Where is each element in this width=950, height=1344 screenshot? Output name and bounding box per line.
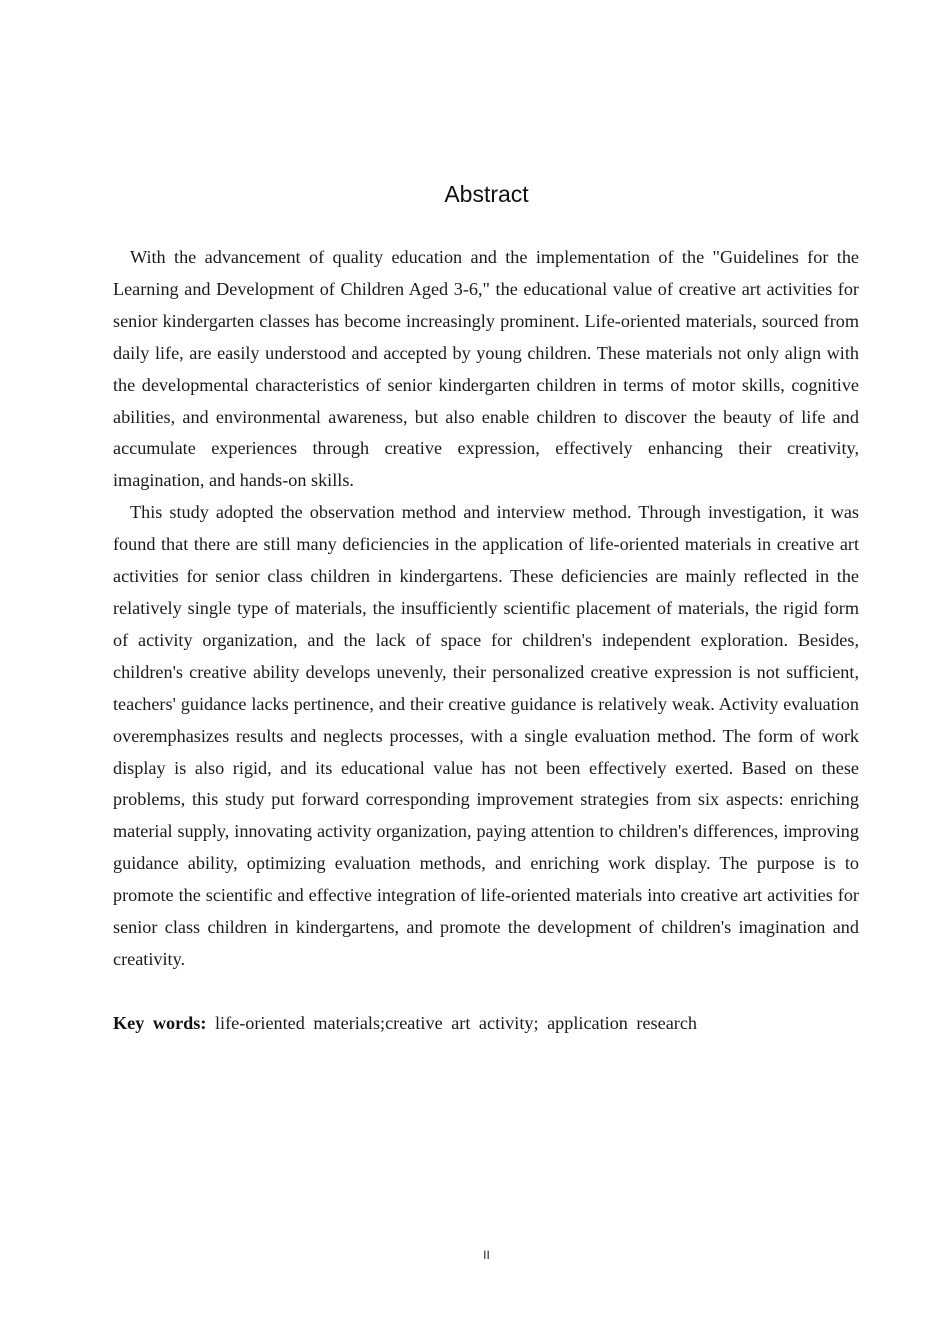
abstract-title: Abstract <box>444 181 529 207</box>
keywords-line <box>113 1008 859 1040</box>
keywords-label: Key words: <box>113 1013 207 1033</box>
abstract-paragraph-2: This study adopted the observation method and interview method. Through investigation, it was found that there are still many deficiencies in the application of life-oriented materials in creative art activities for senior class children in kindergartens. These deficiencies are mainly reflected in the relatively single type of materials, the insufficiently scientific placement of materials, the rigid form of activity organization, and the lack of space for children's independent exploration. Besides, children's creative ability develops unevenly, their personalized creative expression is not sufficient, teachers' guidance lacks pertinence, and their creative guidance is relatively weak. Activity evaluation overemphasizes results and neglects processes, with a single evaluation method. The form of work display is also rigid, and its educational value has not been effectively exerted. Based on these problems, this study put forward corresponding improvement strategies from six aspects: enriching material supply, innovating activity organization, paying attention to children's differences, improving guidance ability, optimizing evaluation methods, and enriching work display. The purpose is to promote the scientific and effective integration of life-oriented materials into creative art activities for senior class children in kindergartens, and promote the development of children's imagination and creativity. <box>113 502 859 969</box>
abstract-body <box>113 242 859 976</box>
abstract-paragraph-1: With the advancement of quality education and the implementation of the "Guidelines for the Learning and Development of Children Aged 3-6," the educational value of creative art activities for senior kindergarten classes has become increasingly prominent. Life-oriented materials, sourced from daily life, are easily understood and accepted by young children. These materials not only align with the developmental characteristics of senior kindergarten children in terms of motor skills, cognitive abilities, and environmental awareness, but also enable children to discover the beauty of life and accumulate experiences through creative expression, effectively enhancing their creativity, imagination, and hands-on skills. <box>113 247 859 491</box>
keywords-value: life-oriented materials;creative art activity; application research <box>214 1013 698 1033</box>
page-number: II <box>483 1248 490 1262</box>
